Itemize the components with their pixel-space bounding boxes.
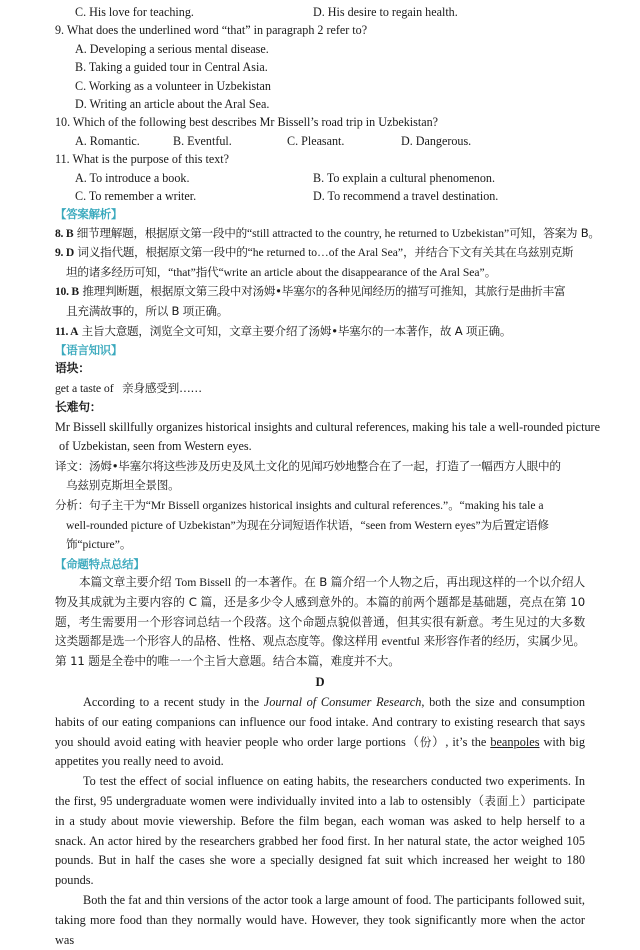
q8-option-c: C. His love for teaching. [75,5,194,19]
grammar-analysis-mid: 。 [448,498,460,513]
passage-d-paragraph-2 [55,772,585,891]
analysis-11-number: 11. A [55,324,79,338]
long-sentence-line1: Mr Bissell skillfully organizes historical insights and cultural references, making his tale a well-rounded picture [55,419,601,434]
q11-options-row-2 [55,187,585,205]
analysis-9-number: 9. D [55,246,74,260]
analysis-item-9-line2 [55,263,585,283]
proposition-summary-paragraph [55,573,585,672]
passage-d-section-letter: D [315,675,325,689]
grammar-analysis-a: 分析：句子主干为 [55,498,146,513]
q11-option-c: C. To remember a writer. [75,189,197,204]
q10-stem: 10. Which of the following best describes Mr Bissell’s road trip in Uzbekistan? [55,115,439,130]
analysis-item-10-line1 [55,282,585,302]
analysis-8-text-a: 细节理解题，根据原文第一段中的 [76,225,247,240]
q11-stem: 11. What is the purpose of this text? [55,152,229,167]
prop-text-b: 的一本著作。在 B 篇介绍一个人物之后，再出现这样的一个以介绍人物及其成就为主要内容的 C 篇，还是多少令人感到意外的。本篇的前两个题都是基础题，亮点在第 10 题，考生需要用一个形容词总结一个段落。这个命题点貌似普通，但其实很有新意。考生见过的大多数这类题都是选一个形容人的品格、性格、观点态度等。像这样用 [55,575,585,649]
analysis-9-quote-1: “he returned to…of the Aral Sea” [247,246,404,260]
grammar-analysis-line2-mid: 为现在分词短语作状语， [235,517,361,532]
pd-p1-zh-gloss-portions: 份 [419,734,433,749]
analysis-item-9-line1 [55,243,585,263]
analysis-item-10-line2: 且充满故事的，所以 B 项正确。 [66,304,229,319]
pd-p2-zh-gloss-ostensibly: 表面上 [484,793,521,808]
q11-option-d: D. To recommend a travel destination. [313,189,499,204]
grammar-quote-4: “seen from Western eyes” [360,518,481,532]
pd-p2-part2: ）participate in a study about movie viewership. Before the film began, each woman was asked to help herself to a snack. An actor hired by the researchers grabbed her food first. In her natural state, the actor weighed 105 pounds. But in half the cases she wore a specially designed fat suit which increased her weight to 180 pounds. [55,793,585,888]
prop-word-eventful: eventful [381,635,420,649]
language-knowledge-header: 【语言知识】 [55,343,123,358]
q11-option-a: A. To introduce a book. [75,170,190,185]
chunk-chinese: 亲身感受到…… [122,380,202,395]
pd-p1-part4: with big appetites you really need to avoid. [55,734,585,769]
analysis-9-line2-b: 。 [484,264,497,279]
pd-p1-part1: According to a recent study in the [83,695,264,709]
pd-p2-part1: To test the effect of social influence on eating habits, the researchers conducted two experiments. In the first, 95 undergraduate women were individually invited into a lab to ostensibly（ [55,774,585,808]
prop-name-tom-bissell: Tom Bissell [175,576,232,590]
chunk-label: 语块： [55,361,90,376]
analysis-9-line2-mid: 指代 [195,264,219,279]
q11-options-row-1 [55,169,585,187]
pd-p1-underlined-beanpoles: beanpoles [490,734,540,749]
analysis-9-line2-a: 坦的诸多经历可知， [66,264,169,279]
q9-option-d: D. Writing an article about the Aral Sea. [75,97,270,112]
long-sentence-label: 长难句： [55,400,102,415]
grammar-analysis-line3 [55,535,585,555]
analysis-9-quote-2: “that” [168,265,196,279]
analysis-9-quote-3: “write an article about the disappearance of the Aral Sea” [218,265,485,279]
q10-options-row [55,132,585,150]
q10-option-b: B. Eventful. [173,133,232,148]
analysis-9-text-a: 词义指代题，根据原文第一段中的 [77,245,248,260]
translation-line2: 乌兹别克斯坦全景图。 [66,478,180,493]
q9-option-a: A. Developing a serious mental disease. [75,41,269,56]
analysis-item-11 [55,322,585,342]
grammar-quote-5: “picture” [77,538,120,552]
analysis-9-text-b: ，并结合下文有关其在乌兹别克斯 [403,245,574,260]
q10-option-a: A. Romantic. [75,133,140,148]
analysis-8-number: 8. B [55,226,74,240]
analysis-10-text: 推理判断题，根据原文第三段中对汤姆•毕塞尔的各种见闻经历的描写可推知，其旅行是曲折丰富 [82,284,566,299]
q9-stem: 9. What does the underlined word “that” in paragraph 2 refer to? [55,23,368,38]
passage-d-paragraph-3: Both the fat and thin versions of the actor took a large amount of food. The participants followed suit, taking more food than they normally would have. However, they took significantly more when the actor was [55,892,585,947]
analysis-10-number: 10. B [55,285,79,299]
analysis-item-8 [55,224,600,244]
long-sentence-line2: of Uzbekistan, seen from Western eyes. [59,439,252,454]
q10-option-c: C. Pleasant. [287,133,345,148]
grammar-quote-2: “making his tale a [459,499,544,513]
q11-option-b: B. To explain a cultural phenomenon. [313,170,495,185]
answer-analysis-header: 【答案解析】 [55,207,123,222]
q9-option-c: C. Working as a volunteer in Uzbekistan [75,78,271,93]
grammar-analysis-line2 [55,516,585,536]
prop-text-c: 来形容作者的经历，实属少见。第 11 题是全卷中的唯一一个主旨大意题。结合本篇，难度并不大。 [55,634,586,669]
grammar-quote-3: well-rounded picture of Uzbekistan” [66,518,236,532]
grammar-quote-1: “Mr Bissell organizes historical insights and cultural references.” [145,499,449,513]
passage-d-paragraph-1 [55,693,585,772]
proposition-summary-header: 【命题特点总结】 [55,556,145,571]
analysis-8-text-b: 可知，答案为 B。 [509,225,600,240]
translation-line1: 译文：汤姆•毕塞尔将这些涉及历史及风土文化的见闻巧妙地整合在了一起，打造了一幅西方人眼中的 [55,458,561,473]
chunk-english: get a taste of [55,380,114,395]
pd-p1-part3: ）, it’s the [432,734,491,749]
prop-text-a: 本篇文章主要介绍 [79,575,176,590]
grammar-analysis-line3-b: 。 [119,537,132,552]
q8-option-d: D. His desire to regain health. [313,5,458,19]
q8-options-row [55,3,585,21]
pd-p1-journal-title: Journal of Consumer Research [263,695,422,709]
q9-option-b: B. Taking a guided tour in Central Asia. [75,60,268,75]
q10-option-d: D. Dangerous. [401,133,472,148]
pd-p1-part2: , both the size and consumption habits of our eating companions can influence our food intake. And contrary to existing research that says you should avoid eating with heavier people who order large portions（ [55,695,585,749]
grammar-analysis-line3-a: 饰 [66,537,78,552]
grammar-analysis-line1 [55,496,585,516]
analysis-11-text: 主旨大意题，浏览全文可知，文章主要介绍了汤姆•毕塞尔的一本著作，故 A 项正确。 [81,323,512,338]
analysis-8-quote: “still attracted to the country, he returned to Uzbekistan” [246,226,510,240]
grammar-analysis-line2-tail: 为后置定语修 [480,517,549,532]
chunk-entry [55,379,585,398]
